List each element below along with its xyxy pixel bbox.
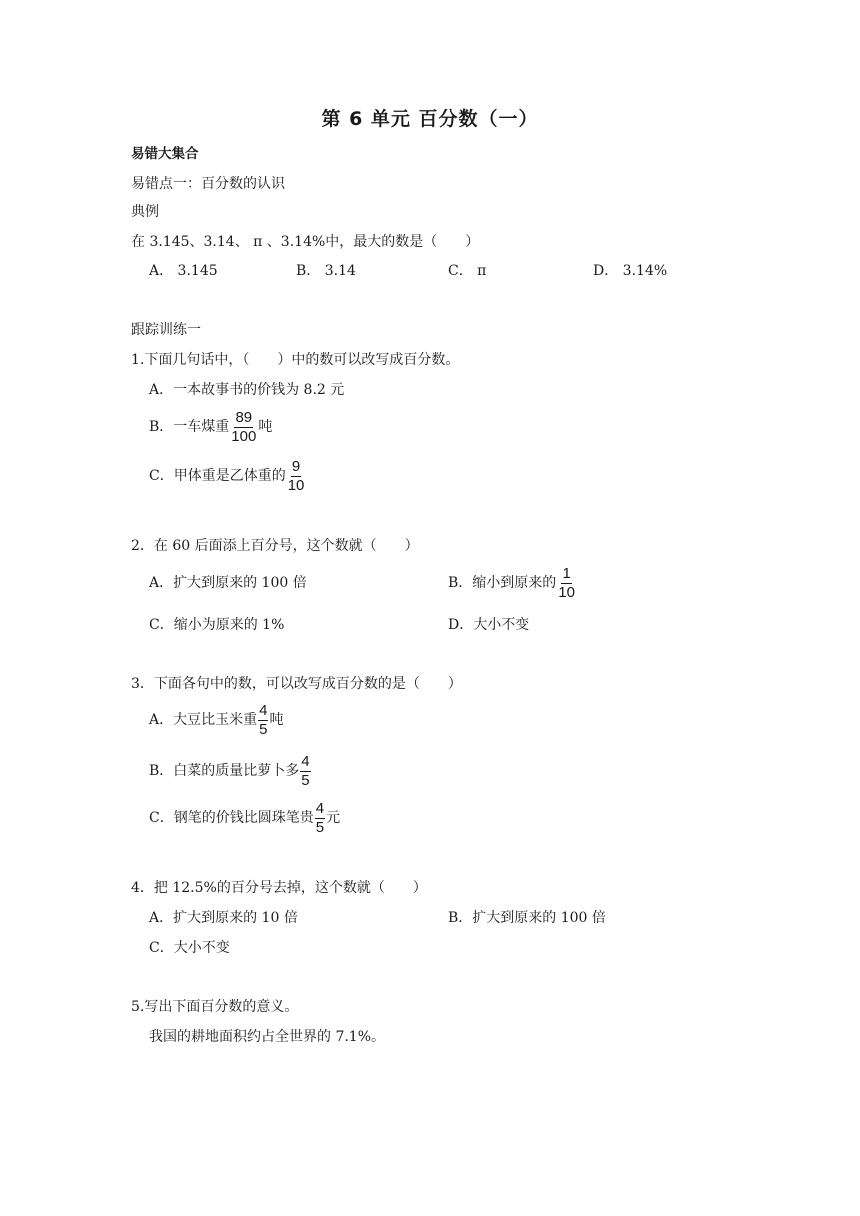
fraction-denominator: 5	[259, 720, 268, 738]
fraction-denominator: 10	[287, 476, 305, 494]
fraction-numerator: 9	[291, 457, 301, 475]
fraction-numerator: 4	[315, 799, 325, 817]
q2-option-b-text: B．缩小到原来的	[448, 575, 557, 591]
page-title: 第 6 单元 百分数（一）	[321, 108, 539, 130]
fraction	[287, 458, 306, 495]
q3-option-a-text: A．大豆比玉米重	[149, 712, 258, 728]
section-heading: 易错大集合	[131, 146, 199, 162]
q2-question: 2．在 60 后面添上百分号，这个数就（ ）	[131, 538, 419, 554]
q2-option-c: C．缩小为原来的 1%	[149, 617, 285, 633]
fraction-denominator: 5	[315, 818, 325, 836]
q1-option-b	[149, 407, 272, 447]
q1-option-b-unit: 吨	[258, 419, 273, 435]
example-option-a: A． 3.145	[149, 263, 218, 279]
q2-option-b	[448, 563, 577, 603]
practice-label: 跟踪训练一	[131, 322, 201, 338]
q3-option-b	[149, 751, 312, 791]
q1-option-a: A．一本故事书的价钱为 8.2 元	[149, 382, 345, 398]
fraction-numerator: 4	[301, 752, 310, 770]
q1-question: 1.下面几句话中，（ ）中的数可以改写成百分数。	[131, 352, 460, 368]
fraction	[230, 409, 257, 446]
q3-option-a-unit: 吨	[269, 712, 284, 728]
fraction-denominator: 10	[558, 583, 575, 601]
q2-option-d: D．大小不变	[448, 617, 530, 633]
q3-option-c	[149, 798, 340, 838]
q1-option-c	[149, 456, 306, 496]
fraction-numerator: 4	[259, 701, 268, 719]
q2-option-a: A．扩大到原来的 100 倍	[149, 575, 307, 591]
fraction-numerator: 1	[562, 564, 571, 582]
example-label: 典例	[131, 204, 159, 220]
q4-question: 4．把 12.5%的百分号去掉，这个数就（ ）	[131, 880, 427, 896]
example-option-b: B． 3.14	[296, 263, 356, 279]
q5-question: 5.写出下面百分数的意义。	[131, 999, 299, 1015]
q4-option-a: A．扩大到原来的 10 倍	[149, 910, 298, 926]
fraction	[258, 702, 268, 739]
fraction-denominator: 100	[231, 427, 257, 445]
fraction	[557, 565, 576, 602]
example-option-c: C． π	[448, 263, 487, 279]
q1-option-b-text: B．一车煤重	[149, 419, 230, 435]
q4-option-c: C．大小不变	[149, 940, 230, 956]
error-point-one: 易错点一：百分数的认识	[131, 176, 285, 192]
q1-option-c-text: C．甲体重是乙体重的	[149, 468, 286, 484]
fraction	[300, 753, 310, 790]
q3-option-c-text: C．钢笔的价钱比圆珠笔贵	[149, 810, 314, 826]
example-question: 在 3.145、3.14、 π 、3.14%中，最大的数是（ ）	[131, 234, 480, 250]
fraction-numerator: 89	[235, 408, 253, 426]
fraction-denominator: 5	[301, 771, 310, 789]
example-option-d: D． 3.14%	[593, 263, 668, 279]
q3-question: 3．下面各句中的数，可以改写成百分数的是（ ）	[131, 676, 462, 692]
q3-option-b-text: B．白菜的质量比萝卜多	[149, 763, 300, 779]
q3-option-a	[149, 700, 283, 740]
q4-option-b: B．扩大到原来的 100 倍	[448, 910, 606, 926]
fraction	[315, 800, 325, 837]
q3-option-c-unit: 元	[326, 810, 341, 826]
q5-content: 我国的耕地面积约占全世界的 7.1%。	[149, 1029, 386, 1045]
